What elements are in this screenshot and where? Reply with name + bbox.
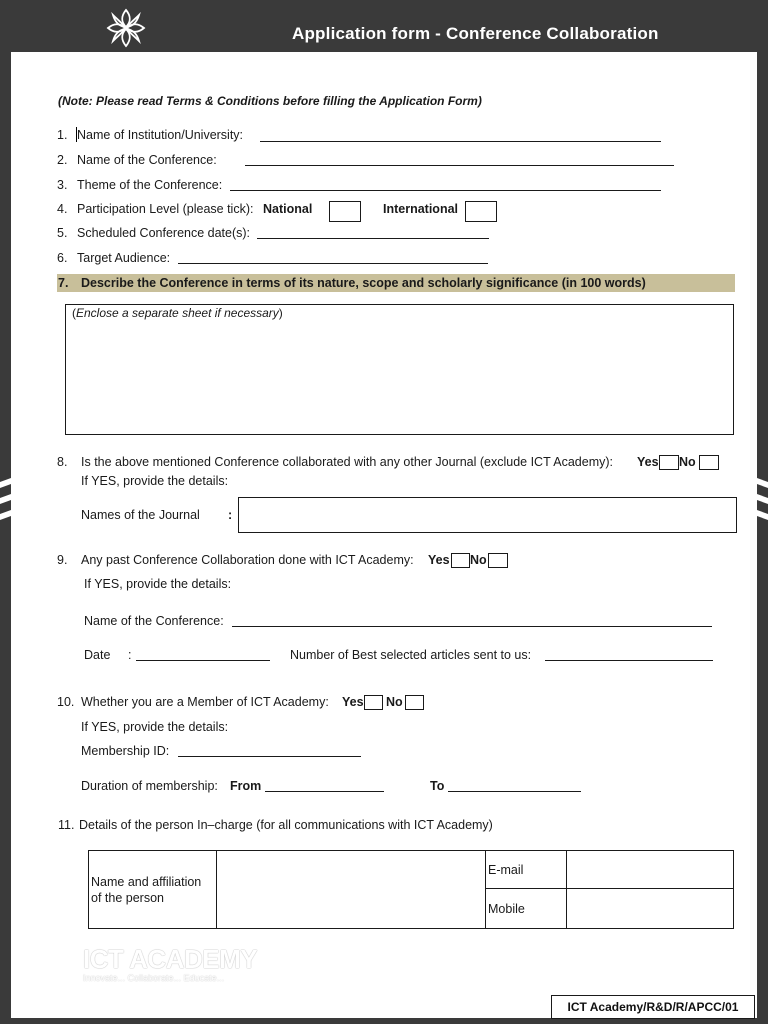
description-textarea[interactable] xyxy=(65,304,734,435)
national-label: National xyxy=(263,202,313,216)
articles-label: Number of Best selected articles sent to us: xyxy=(290,648,532,662)
q9-no-checkbox[interactable] xyxy=(488,553,508,568)
q9-if-yes: If YES, provide the details: xyxy=(84,577,232,591)
email-label: E-mail xyxy=(486,851,567,889)
to-input-line[interactable] xyxy=(448,791,581,792)
q5-label: Scheduled Conference date(s): xyxy=(77,226,251,240)
date-label: Date xyxy=(84,648,111,662)
institution-input-line[interactable] xyxy=(260,141,661,142)
q9-no-label: No xyxy=(470,553,487,567)
name-affiliation-label: Name and affiliation of the person xyxy=(89,851,217,929)
q10-yes-checkbox[interactable] xyxy=(364,695,383,710)
q7-number: 7. xyxy=(58,276,69,290)
duration-label: Duration of membership: xyxy=(81,779,218,793)
q9-number: 9. xyxy=(57,553,68,567)
q11-number: 11. xyxy=(58,818,75,832)
q8-yes-checkbox[interactable] xyxy=(659,455,679,470)
conference-name-input-line[interactable] xyxy=(245,165,674,166)
membership-id-label: Membership ID: xyxy=(81,744,170,758)
past-conference-label: Name of the Conference: xyxy=(84,614,224,628)
q1-number: 1. xyxy=(57,128,68,142)
q10-yes-label: Yes xyxy=(342,695,364,709)
journal-label: Names of the Journal xyxy=(81,508,200,522)
q6-label: Target Audience: xyxy=(77,251,171,265)
q9-yes-checkbox[interactable] xyxy=(451,553,470,568)
journal-colon: : xyxy=(228,508,233,522)
international-checkbox[interactable] xyxy=(465,201,497,222)
membership-id-input-line[interactable] xyxy=(178,756,361,757)
date-input-line[interactable] xyxy=(136,660,270,661)
q9-yes-label: Yes xyxy=(428,553,450,567)
mobile-field[interactable] xyxy=(567,889,734,929)
q8-if-yes: If YES, provide the details: xyxy=(81,474,229,488)
email-field[interactable] xyxy=(567,851,734,889)
dates-input-line[interactable] xyxy=(257,238,489,239)
q4-label: Participation Level (please tick): xyxy=(77,202,254,216)
q6-number: 6. xyxy=(57,251,68,265)
q10-no-label: No xyxy=(386,695,403,709)
name-affiliation-field[interactable] xyxy=(217,851,486,929)
q10-if-yes: If YES, provide the details: xyxy=(81,720,229,734)
q3-number: 3. xyxy=(57,178,68,192)
q1-label: Name of Institution/University: xyxy=(77,128,244,142)
journal-names-input[interactable] xyxy=(238,497,737,533)
national-checkbox[interactable] xyxy=(329,201,361,222)
q8-label: Is the above mentioned Conference collaborated with any other Journal (exclude ICT Academy): xyxy=(81,455,614,469)
date-colon: : xyxy=(128,648,132,662)
audience-input-line[interactable] xyxy=(178,263,488,264)
past-conference-input-line[interactable] xyxy=(232,626,712,627)
q7-label: Describe the Conference in terms of its nature, scope and scholarly significance (in 100 words) xyxy=(81,276,646,290)
q4-number: 4. xyxy=(57,202,68,216)
enclose-note: (Enclose a separate sheet if necessary) xyxy=(72,306,283,320)
watermark-logo: ICT ACADEMY Innovate... Collaborate... Educate... xyxy=(83,944,258,983)
right-stripe-decoration xyxy=(757,478,768,534)
q8-no-label: No xyxy=(679,455,696,469)
q2-label: Name of the Conference: xyxy=(77,153,217,167)
q5-number: 5. xyxy=(57,226,68,240)
flower-logo-icon xyxy=(104,6,148,50)
to-label: To xyxy=(430,779,445,793)
q10-label: Whether you are a Member of ICT Academy: xyxy=(81,695,329,709)
q2-number: 2. xyxy=(57,153,68,167)
international-label: International xyxy=(383,202,459,216)
q8-number: 8. xyxy=(57,455,68,469)
q8-yes-label: Yes xyxy=(637,455,659,469)
from-input-line[interactable] xyxy=(265,791,384,792)
document-code: ICT Academy/R&D/R/APCC/01 xyxy=(551,995,755,1019)
q11-label: Details of the person In–charge (for all communications with ICT Academy) xyxy=(79,818,493,832)
left-stripe-decoration xyxy=(0,478,11,534)
terms-note: (Note: Please read Terms & Conditions before filling the Application Form) xyxy=(58,94,482,108)
theme-input-line[interactable] xyxy=(230,190,661,191)
q9-label: Any past Conference Collaboration done with ICT Academy: xyxy=(81,553,414,567)
mobile-label: Mobile xyxy=(486,889,567,929)
q3-label: Theme of the Conference: xyxy=(77,178,223,192)
page-title: Application form - Conference Collaboration xyxy=(292,24,659,43)
from-label: From xyxy=(230,779,262,793)
person-in-charge-table xyxy=(88,850,734,929)
q10-number: 10. xyxy=(57,695,75,709)
articles-input-line[interactable] xyxy=(545,660,713,661)
q8-no-checkbox[interactable] xyxy=(699,455,719,470)
q10-no-checkbox[interactable] xyxy=(405,695,424,710)
